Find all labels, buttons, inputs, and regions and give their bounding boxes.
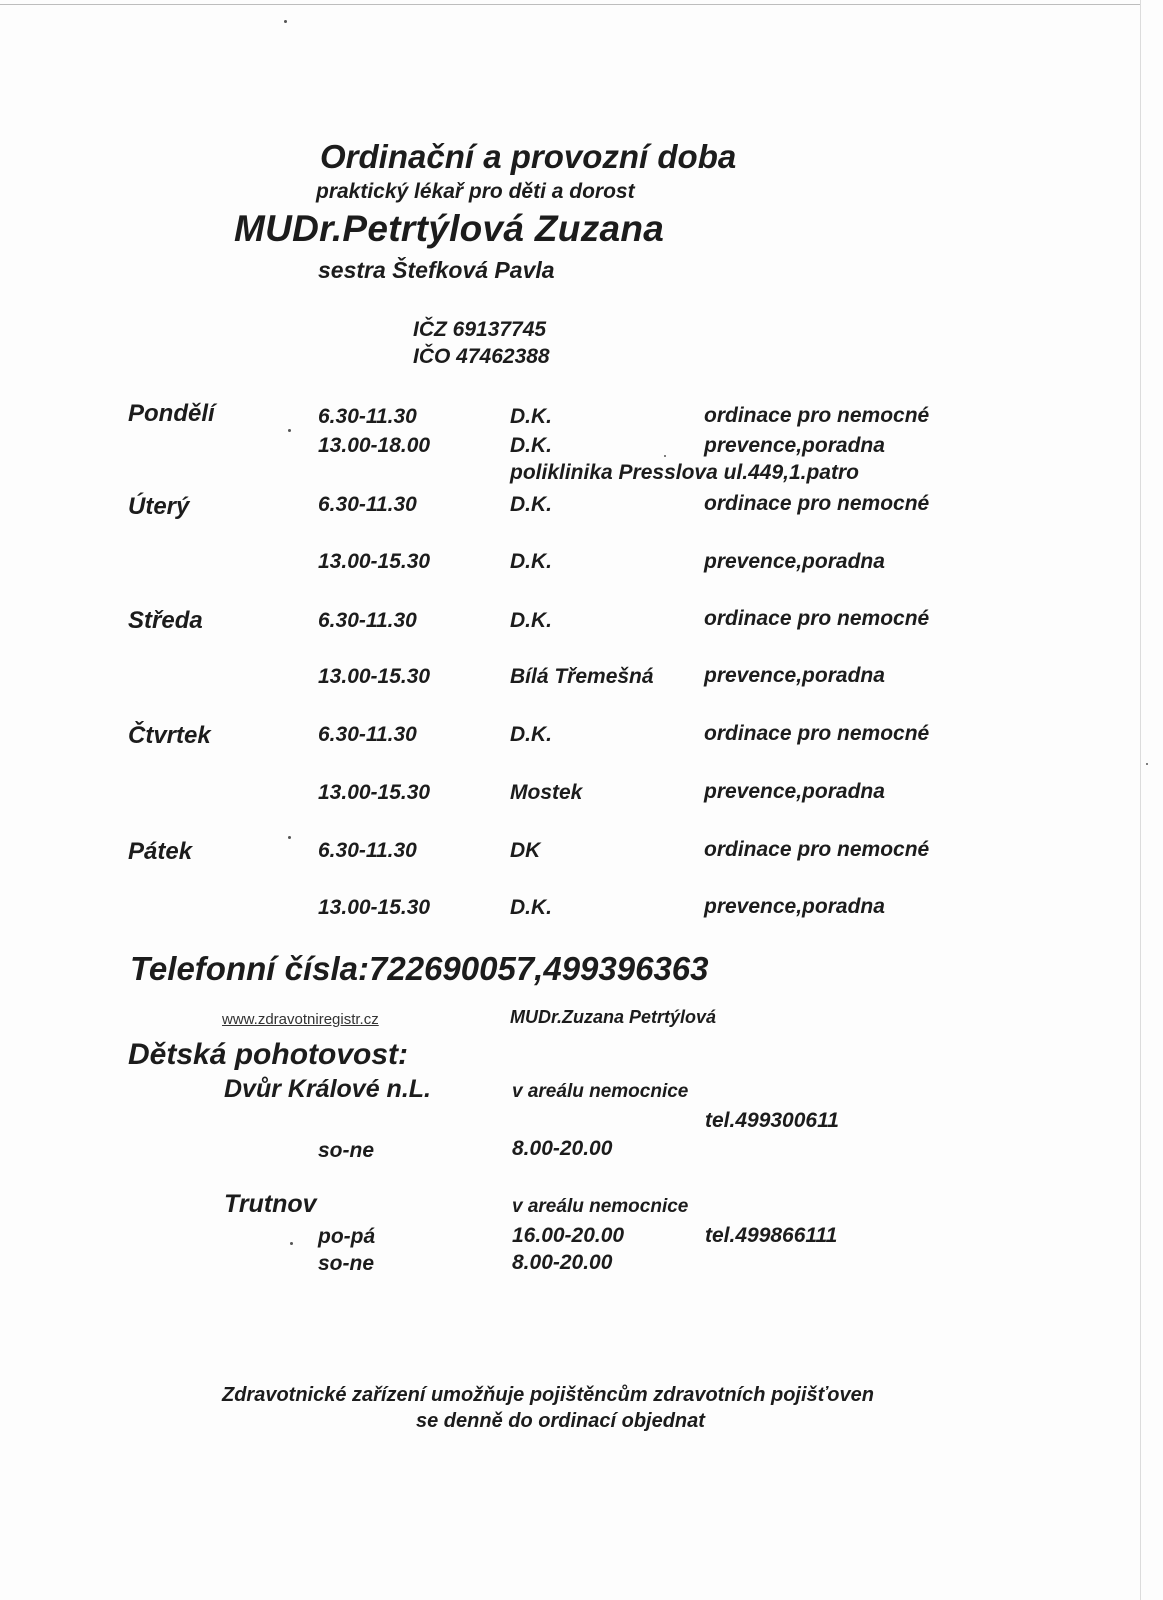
emergency-hours: 8.00-20.00 — [512, 1137, 613, 1160]
schedule-place: D.K. — [510, 434, 552, 457]
schedule-time: 6.30-11.30 — [318, 609, 417, 632]
schedule-place: Mostek — [510, 781, 583, 804]
schedule-service: ordinace pro nemocné — [704, 492, 930, 515]
emergency-note: v areálu nemocnice — [512, 1081, 689, 1102]
schedule-service: ordinace pro nemocné — [704, 722, 930, 745]
schedule-time: 6.30-11.30 — [318, 493, 417, 516]
emergency-city: Trutnov — [224, 1190, 317, 1218]
schedule-service: prevence,poradna — [704, 895, 885, 918]
scan-speck — [288, 429, 291, 432]
schedule-time: 6.30-11.30 — [318, 839, 417, 862]
emergency-days: so-ne — [318, 1252, 375, 1275]
emergency-days: po-pá — [318, 1225, 376, 1248]
schedule-place: D.K. — [510, 493, 552, 516]
scan-speck — [288, 836, 291, 839]
schedule-service: prevence,poradna — [704, 550, 885, 573]
schedule-note: poliklinika Presslova ul.449,1.patro — [510, 461, 859, 484]
schedule-place: D.K. — [510, 723, 552, 746]
schedule-place: Bílá Třemešná — [510, 665, 654, 688]
scan-speck — [664, 455, 666, 457]
emergency-days: so-ne — [318, 1139, 375, 1162]
emergency-city: Dvůr Králové n.L. — [224, 1075, 431, 1103]
page-edge-right — [1140, 0, 1141, 1600]
emergency-phone: tel.499866111 — [705, 1224, 838, 1247]
nurse-name: sestra Štefková Pavla — [318, 257, 555, 283]
schedule-place: D.K. — [510, 609, 552, 632]
icz-number: IČZ 69137745 — [413, 318, 547, 341]
doctor-name: MUDr.Petrtýlová Zuzana — [234, 208, 665, 249]
schedule-time: 6.30-11.30 — [318, 723, 417, 746]
schedule-time: 13.00-15.30 — [318, 550, 431, 573]
website-link[interactable]: www.zdravotniregistr.cz — [222, 1011, 379, 1028]
schedule-place: DK — [510, 839, 541, 862]
emergency-hours: 16.00-20.00 — [512, 1224, 625, 1247]
schedule-service: prevence,poradna — [704, 780, 885, 803]
schedule-service: ordinace pro nemocné — [704, 607, 930, 630]
phone-numbers: Telefonní čísla:722690057,499396363 — [130, 950, 709, 987]
schedule-time: 13.00-15.30 — [318, 665, 431, 688]
schedule-time: 13.00-15.30 — [318, 896, 431, 919]
schedule-service: ordinace pro nemocné — [704, 838, 930, 861]
website-author: MUDr.Zuzana Petrtýlová — [510, 1007, 717, 1027]
scan-speck — [1146, 763, 1148, 765]
emergency-hours: 8.00-20.00 — [512, 1251, 613, 1274]
day-label: Úterý — [128, 493, 190, 520]
schedule-time: 13.00-15.30 — [318, 781, 431, 804]
emergency-heading: Dětská pohotovost: — [128, 1038, 409, 1071]
day-label: Pátek — [128, 838, 193, 865]
schedule-place: D.K. — [510, 405, 552, 428]
page-subtitle: praktický lékař pro děti a dorost — [316, 180, 635, 203]
emergency-note: v areálu nemocnice — [512, 1196, 689, 1217]
schedule-place: D.K. — [510, 550, 552, 573]
day-label: Čtvrtek — [128, 722, 211, 749]
page-edge-top — [0, 4, 1140, 5]
schedule-service: prevence,poradna — [704, 664, 885, 687]
page-title: Ordinační a provozní doba — [320, 138, 737, 175]
schedule-time: 13.00-18.00 — [318, 434, 431, 457]
schedule-place: D.K. — [510, 896, 552, 919]
footer-line: Zdravotnické zařízení umožňuje pojištěncům zdravotních pojišťoven — [222, 1384, 874, 1406]
emergency-phone: tel.499300611 — [705, 1109, 839, 1132]
schedule-service: ordinace pro nemocné — [704, 404, 930, 427]
footer-line: se denně do ordinací objednat — [416, 1410, 705, 1432]
day-label: Pondělí — [128, 400, 215, 427]
ico-number: IČO 47462388 — [413, 345, 550, 368]
schedule-time: 6.30-11.30 — [318, 405, 417, 428]
schedule-service: prevence,poradna — [704, 434, 885, 457]
day-label: Středa — [128, 607, 203, 634]
scan-speck — [284, 20, 287, 23]
scan-speck — [290, 1242, 293, 1245]
